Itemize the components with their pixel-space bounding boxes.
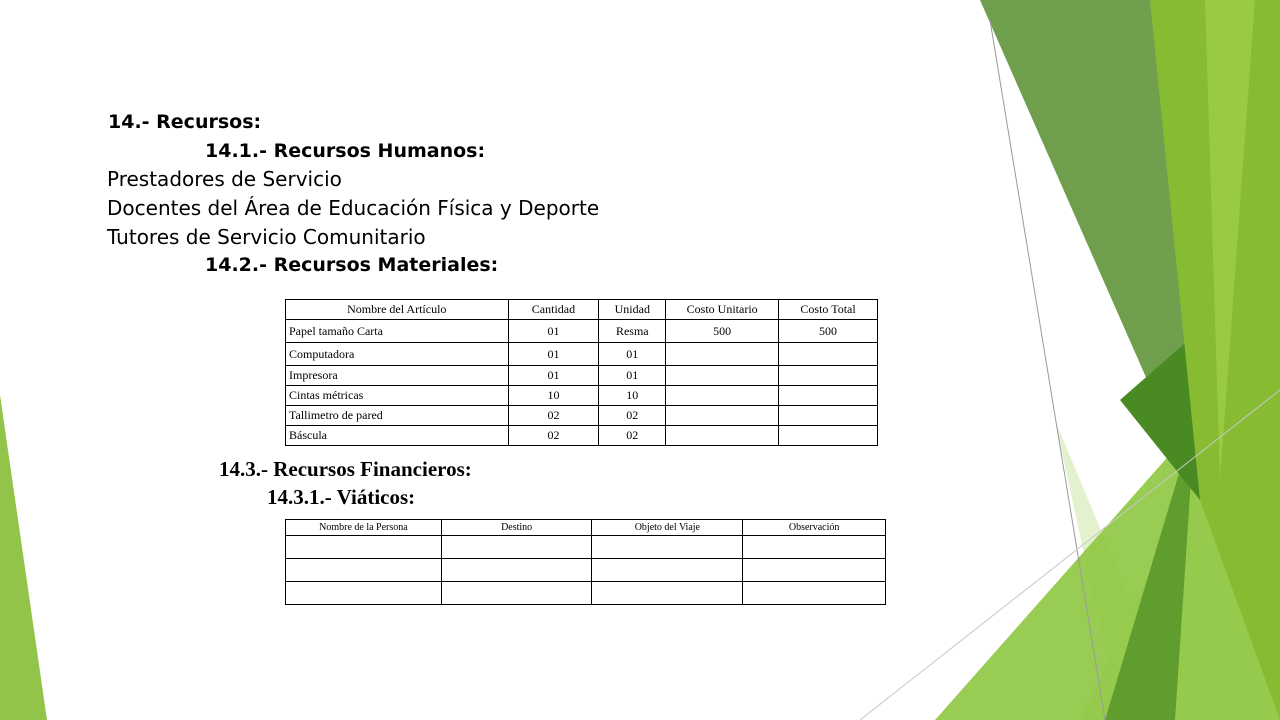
materials-cell-costo-unitario [666, 426, 779, 446]
left-green-stripe [0, 395, 47, 720]
materials-cell-nombre: Computadora [286, 343, 509, 366]
materials-cell-cantidad: 10 [508, 386, 599, 406]
table-row [286, 343, 878, 366]
viaticos-cell [743, 536, 886, 559]
table-row [286, 406, 878, 426]
materials-cell-unidad: 02 [599, 426, 666, 446]
table-row [286, 559, 886, 582]
viaticos-header-objeto: Objeto del Viaje [592, 520, 743, 536]
table-row [286, 366, 878, 386]
materials-cell-nombre: Tallimetro de pared [286, 406, 509, 426]
heading-viaticos: 14.3.1.- Viáticos: [267, 485, 416, 509]
table-row [286, 426, 878, 446]
materials-cell-costo-total [779, 386, 878, 406]
table-row [286, 386, 878, 406]
heading-recursos-humanos: 14.1.- Recursos Humanos: [205, 140, 486, 162]
materials-cell-unidad: 02 [599, 406, 666, 426]
materials-cell-unidad: 10 [599, 386, 666, 406]
humanos-item-prestadores: Prestadores de Servicio [107, 167, 342, 191]
viaticos-cell [286, 559, 442, 582]
materials-cell-costo-total [779, 366, 878, 386]
materials-cell-cantidad: 02 [508, 426, 599, 446]
materials-cell-unidad: 01 [599, 366, 666, 386]
materials-table [285, 299, 878, 446]
materials-cell-unidad: Resma [599, 320, 666, 343]
materials-cell-cantidad: 01 [508, 366, 599, 386]
materials-cell-costo-unitario [666, 406, 779, 426]
table-row [286, 536, 886, 559]
viaticos-header-observacion: Observación [743, 520, 886, 536]
materials-cell-nombre: Papel tamaño Carta [286, 320, 509, 343]
materials-cell-costo-unitario [666, 386, 779, 406]
humanos-item-tutores: Tutores de Servicio Comunitario [107, 225, 426, 249]
viaticos-cell [592, 559, 743, 582]
materials-cell-nombre: Impresora [286, 366, 509, 386]
table-row [286, 320, 878, 343]
viaticos-cell [743, 559, 886, 582]
materials-cell-costo-total [779, 343, 878, 366]
materials-header-row [286, 300, 878, 320]
materials-cell-costo-total: 500 [779, 320, 878, 343]
materials-header-costo-total: Costo Total [779, 300, 878, 320]
viaticos-cell [592, 536, 743, 559]
table-row [286, 582, 886, 605]
viaticos-cell [441, 536, 592, 559]
materials-cell-nombre: Cintas métricas [286, 386, 509, 406]
materials-cell-costo-total [779, 426, 878, 446]
viaticos-cell [592, 582, 743, 605]
materials-cell-costo-unitario [666, 343, 779, 366]
materials-header-unidad: Unidad [599, 300, 666, 320]
materials-cell-cantidad: 01 [508, 320, 599, 343]
humanos-item-docentes: Docentes del Área de Educación Física y Deporte [107, 196, 600, 220]
viaticos-header-nombre: Nombre de la Persona [286, 520, 442, 536]
viaticos-cell [441, 582, 592, 605]
viaticos-cell [286, 536, 442, 559]
viaticos-cell [286, 582, 442, 605]
materials-header-nombre: Nombre del Artículo [286, 300, 509, 320]
viaticos-header-row [286, 520, 886, 536]
materials-cell-unidad: 01 [599, 343, 666, 366]
materials-cell-nombre: Báscula [286, 426, 509, 446]
materials-header-cantidad: Cantidad [508, 300, 599, 320]
materials-cell-costo-unitario: 500 [666, 320, 779, 343]
viaticos-cell [743, 582, 886, 605]
materials-cell-cantidad: 01 [508, 343, 599, 366]
heading-recursos-materiales: 14.2.- Recursos Materiales: [205, 254, 499, 276]
heading-recursos: 14.- Recursos: [108, 111, 262, 133]
viaticos-cell [441, 559, 592, 582]
materials-header-costo-unitario: Costo Unitario [666, 300, 779, 320]
viaticos-header-destino: Destino [441, 520, 592, 536]
materials-cell-costo-unitario [666, 366, 779, 386]
heading-recursos-financieros: 14.3.- Recursos Financieros: [219, 457, 472, 481]
viaticos-table [285, 519, 886, 605]
materials-cell-costo-total [779, 406, 878, 426]
materials-cell-cantidad: 02 [508, 406, 599, 426]
